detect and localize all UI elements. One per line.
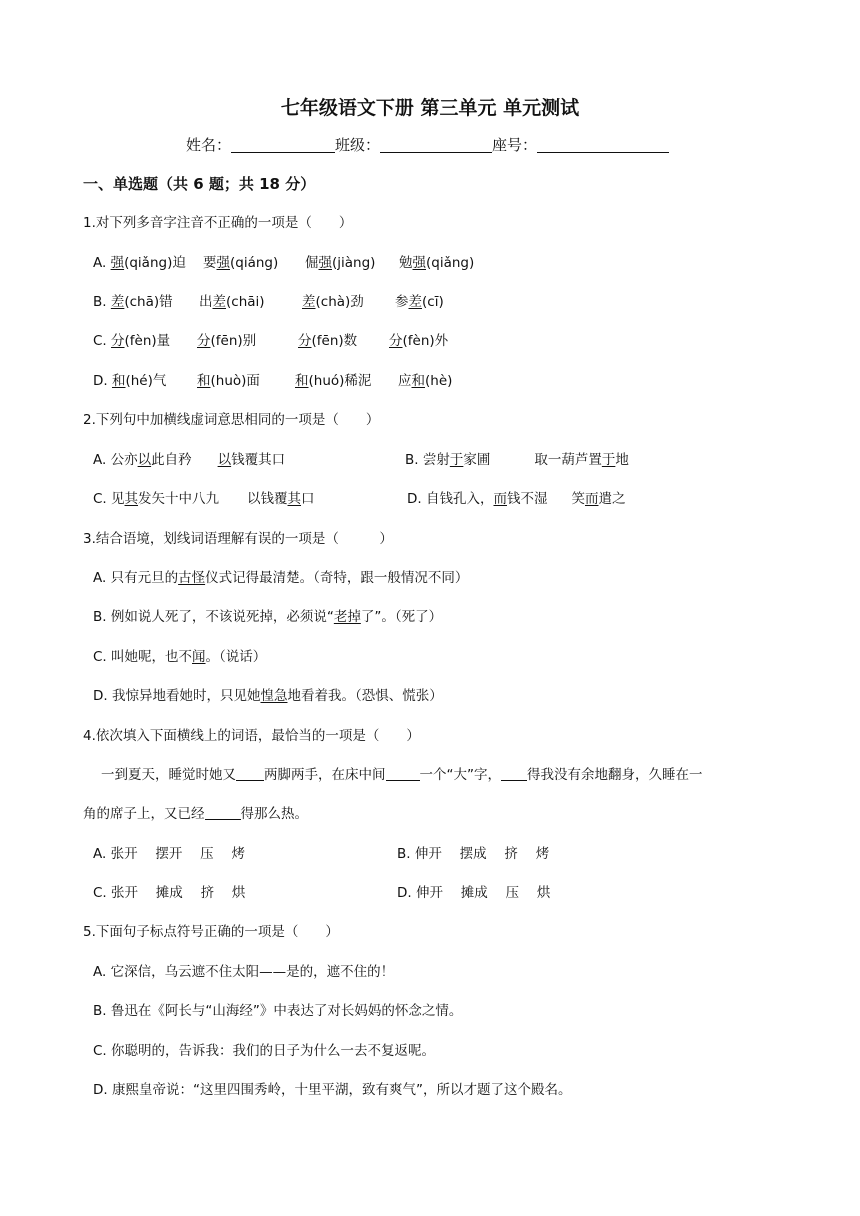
underlined-word: 于 <box>449 452 464 468</box>
option-part <box>305 251 375 271</box>
underlined-char: 差 <box>302 294 316 310</box>
question-4-option-c: C. 张开 摊成 挤 烘 <box>93 885 246 901</box>
option-text: C. <box>93 333 112 349</box>
name-blank <box>231 136 335 153</box>
underlined-word: 古怪 <box>178 570 206 586</box>
pinyin-text: (fèn)外 <box>402 333 449 349</box>
option-part <box>395 290 444 310</box>
option-text: 地 <box>615 452 629 468</box>
option-text: 。（说话） <box>205 649 267 665</box>
passage-text: 角的席子上，又已经 <box>83 806 205 822</box>
option-text: 要 <box>203 255 217 271</box>
question-3-stem: 3.结合语境，划线词语理解有误的一项是（ ） <box>83 531 393 547</box>
question-3-option-d <box>93 684 443 704</box>
question-1-stem: 1.对下列多音字注音不正确的一项是（ ） <box>83 215 353 231</box>
fill-blank-1 <box>236 766 264 781</box>
underlined-char: 和 <box>111 373 126 389</box>
option-text: 发矢十中八九 <box>138 491 220 507</box>
pinyin-text: (chā)错 <box>124 294 173 310</box>
option-text: 倔 <box>305 255 319 271</box>
pinyin-text: (hè) <box>425 373 453 389</box>
question-2-option-b <box>405 448 629 468</box>
seat-blank <box>537 136 669 153</box>
underlined-char: 差 <box>408 294 422 310</box>
class-blank <box>380 136 492 153</box>
option-text: B. 尝射 <box>405 452 450 468</box>
underlined-word: 以 <box>137 452 152 468</box>
option-text: 了”。（死了） <box>360 609 443 625</box>
question-3-option-b <box>93 605 442 625</box>
option-text: 仪式记得最清楚。（奇特，跟一般情况不同） <box>205 570 469 586</box>
pinyin-text: (chāi) <box>226 294 265 310</box>
option-text: 钱不湿 <box>506 491 548 507</box>
question-4-option-b: B. 伸开 摆成 挤 烤 <box>397 846 550 862</box>
option-text: C. 叫她呢，也不 <box>93 649 193 665</box>
section-heading: 一、单选题（共 6 题；共 18 分） <box>83 175 316 193</box>
underlined-word: 惶急 <box>260 688 288 704</box>
question-4-stem: 4.依次填入下面横线上的词语，最恰当的一项是（ ） <box>83 728 420 744</box>
option-text: 钱覆其口 <box>231 452 286 468</box>
question-5-option-c: C. 你聪明的，告诉我：我们的日子为什么一去不复返呢。 <box>93 1043 436 1059</box>
underlined-char: 强 <box>318 255 332 271</box>
option-text: 口 <box>301 491 315 507</box>
underlined-char: 差 <box>110 294 125 310</box>
pinyin-text: (fēn)数 <box>311 333 358 349</box>
underlined-char: 强 <box>216 255 230 271</box>
option-text: 参 <box>395 294 409 310</box>
option-text: 家圃 <box>463 452 491 468</box>
option-part <box>93 329 170 349</box>
question-4-passage-line-1 <box>101 763 703 783</box>
question-4-option-d: D. 伸开 摊成 压 烘 <box>397 885 551 901</box>
option-part <box>93 369 166 389</box>
underlined-char: 分 <box>389 333 403 349</box>
underlined-char: 强 <box>412 255 426 271</box>
class-label: 班级： <box>335 136 381 154</box>
question-3-option-c <box>93 645 266 665</box>
question-5-stem: 5.下面句子标点符号正确的一项是（ ） <box>83 924 339 940</box>
underlined-char: 分 <box>197 333 211 349</box>
pinyin-text: (cī) <box>422 294 444 310</box>
underlined-char: 分 <box>298 333 312 349</box>
question-3-option-a <box>93 566 468 586</box>
pinyin-text: (qiǎng) <box>426 255 475 271</box>
fill-blank-4 <box>205 805 241 820</box>
option-part <box>93 251 186 271</box>
underlined-word: 以 <box>217 452 232 468</box>
underlined-char: 强 <box>110 255 125 271</box>
option-part <box>197 329 256 349</box>
underlined-char: 差 <box>212 294 226 310</box>
option-text: B. 例如说人死了，不该说死掉，必须说“ <box>93 609 334 625</box>
seat-label: 座号： <box>492 136 538 154</box>
underlined-word: 老掉 <box>333 609 361 625</box>
underlined-char: 分 <box>111 333 125 349</box>
underlined-char: 和 <box>295 373 309 389</box>
question-5-option-b: B. 鲁迅在《阿长与“山海经”》中表达了对长妈妈的怀念之情。 <box>93 1003 463 1019</box>
option-text: D. 我惊异地看她时，只见她 <box>93 688 261 704</box>
option-part <box>93 290 173 310</box>
option-text: 以钱覆 <box>247 491 288 507</box>
pinyin-text: (chà)劲 <box>315 294 364 310</box>
pinyin-text: (qiáng) <box>230 255 279 271</box>
underlined-word: 其 <box>124 491 139 507</box>
pinyin-text: (fèn)量 <box>124 333 171 349</box>
passage-text: 一个“大”字， <box>419 767 501 783</box>
option-text: 遣之 <box>598 491 626 507</box>
underlined-word: 而 <box>584 491 599 507</box>
option-text: A. <box>93 255 111 271</box>
question-2-stem: 2.下列句中加横线虚词意思相同的一项是（ ） <box>83 412 380 428</box>
option-text: 笑 <box>571 491 585 507</box>
question-2-option-d <box>407 487 625 507</box>
pinyin-text: (hé)气 <box>125 373 167 389</box>
student-info-line <box>186 134 669 155</box>
underlined-word: 于 <box>601 452 616 468</box>
question-4-option-a: A. 张开 摆开 压 烤 <box>93 846 245 862</box>
option-part <box>295 369 371 389</box>
option-text: 应 <box>398 373 412 389</box>
option-text: A. 公亦 <box>93 452 138 468</box>
pinyin-text: (qiǎng)迫 <box>124 255 186 271</box>
option-text: D. <box>93 373 112 389</box>
option-text: A. 只有元旦的 <box>93 570 179 586</box>
option-part <box>399 251 474 271</box>
pinyin-text: (fēn)别 <box>210 333 257 349</box>
name-label: 姓名： <box>186 136 232 154</box>
option-part <box>197 369 260 389</box>
pinyin-text: (jiàng) <box>332 255 376 271</box>
passage-text: 一到夏天，睡觉时她又 <box>101 767 236 783</box>
question-4-passage-line-2 <box>83 802 308 822</box>
underlined-char: 和 <box>197 373 211 389</box>
option-text: 此自矜 <box>151 452 192 468</box>
option-part <box>398 369 452 389</box>
underlined-word: 而 <box>493 491 507 507</box>
passage-text: 得我没有余地翻身，久睡在一 <box>527 767 703 783</box>
option-part <box>389 329 448 349</box>
option-text: 地看着我。（恐惧、慌张） <box>287 688 443 704</box>
page-title: 七年级语文下册 第三单元 单元测试 <box>280 97 580 119</box>
option-part <box>203 251 278 271</box>
option-part <box>298 329 357 349</box>
option-part <box>302 290 364 310</box>
option-text: 出 <box>199 294 213 310</box>
fill-blank-2 <box>386 766 420 781</box>
option-text: C. 见 <box>93 491 125 507</box>
pinyin-text: (huó)稀泥 <box>308 373 372 389</box>
fill-blank-3 <box>501 766 527 781</box>
question-5-option-a: A. 它深信，乌云遮不住太阳——是的，遮不住的！ <box>93 964 395 980</box>
passage-text: 两脚两手，在床中间 <box>264 767 386 783</box>
option-text: 勉 <box>399 255 413 271</box>
option-text: 取一葫芦置 <box>534 452 602 468</box>
question-2-option-a <box>93 448 285 468</box>
question-5-option-d: D. 康熙皇帝说：“这里四围秀岭，十里平湖，致有爽气”，所以才题了这个殿名。 <box>93 1082 572 1098</box>
underlined-word: 闻 <box>192 649 206 665</box>
option-part <box>199 290 265 310</box>
underlined-char: 和 <box>411 373 425 389</box>
pinyin-text: (huò)面 <box>210 373 260 389</box>
question-2-option-c <box>93 487 315 507</box>
option-text: B. <box>93 294 111 310</box>
option-text: D. 自钱孔入， <box>407 491 494 507</box>
passage-text: 得那么热。 <box>240 806 308 822</box>
underlined-word: 其 <box>287 491 302 507</box>
